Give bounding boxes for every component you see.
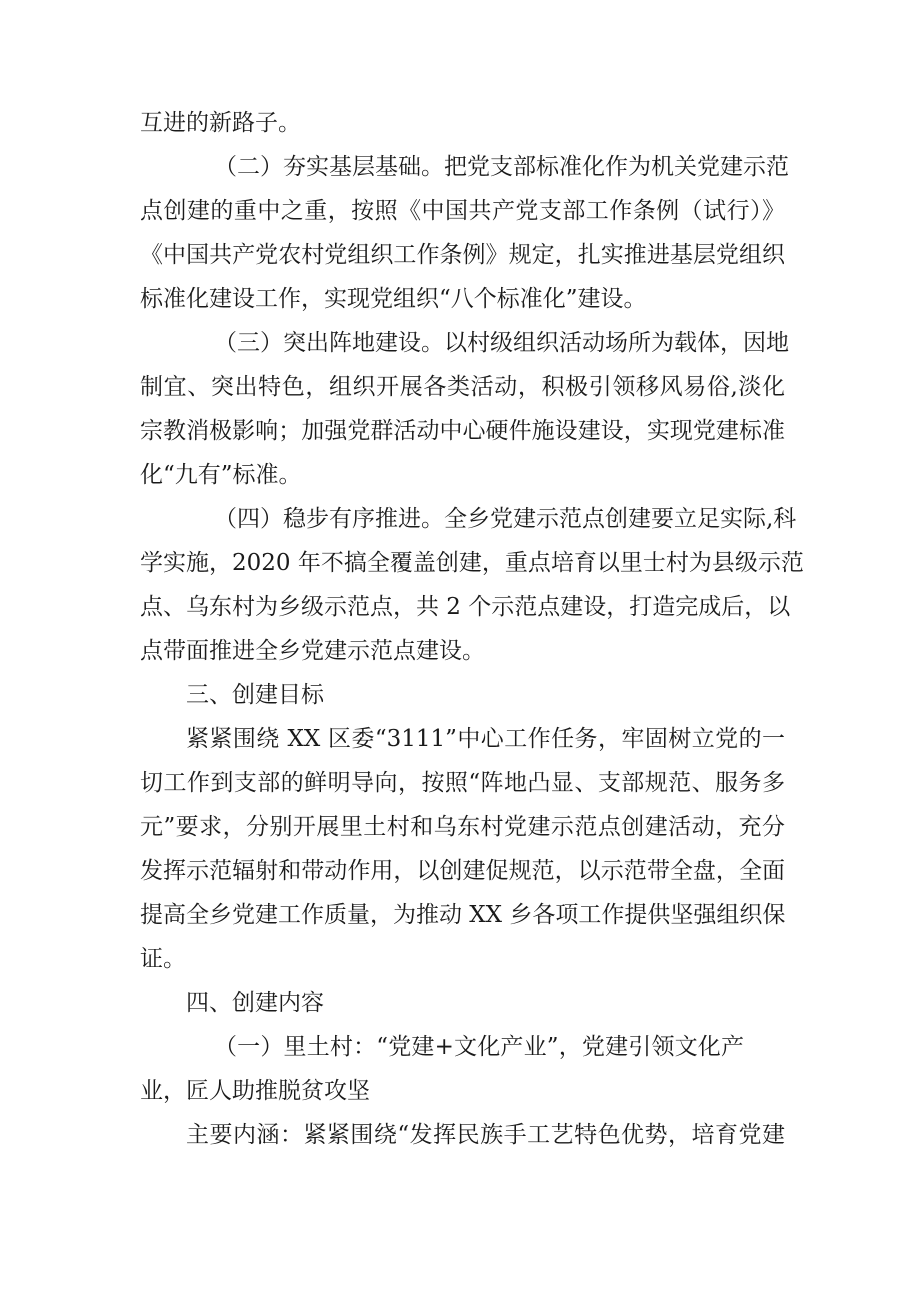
subsection-heading: （一）里土村：“党建+文化产业”，党建引领文化产 [214, 1034, 744, 1060]
paragraph-line: 宗教消极影响；加强党群活动中心硬件施设建设，实现党建标准 [140, 418, 785, 444]
paragraph-line: 证。 [140, 946, 186, 972]
paragraph-line: 提高全乡党建工作质量，为推动 XX 乡各项工作提供坚强组织保 [140, 902, 786, 928]
paragraph-line: 发挥示范辐射和带动作用，以创建促规范，以示范带全盘，全面 [140, 858, 785, 884]
paragraph-line: 《中国共产党农村党组织工作条例》规定，扎实推进基层党组织 [140, 242, 785, 268]
paragraph-line: 化“九有”标准。 [140, 462, 302, 488]
paragraph-line: 学实施，2020 年不搞全覆盖创建，重点培育以里士村为县级示范 [140, 550, 804, 576]
paragraph-line: 标准化建设工作，实现党组织“八个标准化”建设。 [140, 286, 647, 312]
paragraph-line: 互进的新路子。 [140, 110, 301, 136]
paragraph-line: 点创建的重中之重，按照《中国共产党支部工作条例（试行）》 [140, 198, 785, 224]
paragraph-line: 点带面推进全乡党建示范点建设。 [140, 638, 485, 664]
paragraph-line: （二）夯实基层基础。把党支部标准化作为机关党建示范 [214, 154, 789, 180]
paragraph-line: （三）突出阵地建设。以村级组织活动场所为载体，因地 [214, 330, 789, 356]
subsection-heading: 业，匠人助推脱贫攻坚 [140, 1078, 370, 1104]
paragraph-line: 元”要求，分别开展里土村和乌东村党建示范点创建活动，充分 [140, 814, 785, 840]
paragraph-line: 制宜、突出特色，组织开展各类活动，积极引领移风易俗,淡化 [140, 374, 785, 400]
section-heading: 四、创建内容 [186, 990, 324, 1016]
paragraph-line: 主要内涵：紧紧围绕“发挥民族手工艺特色优势，培育党建 [186, 1122, 785, 1148]
paragraph-line: 紧紧围绕 XX 区委“3111”中心工作任务，牢固树立党的一 [186, 726, 785, 752]
paragraph-line: 切工作到支部的鲜明导向，按照“阵地凸显、支部规范、服务多 [140, 770, 785, 796]
paragraph-line: （四）稳步有序推进。全乡党建示范点创建要立足实际,科 [214, 506, 797, 532]
paragraph-line: 点、乌东村为乡级示范点，共 2 个示范点建设，打造完成后，以 [140, 594, 791, 620]
section-heading: 三、创建目标 [186, 682, 324, 708]
